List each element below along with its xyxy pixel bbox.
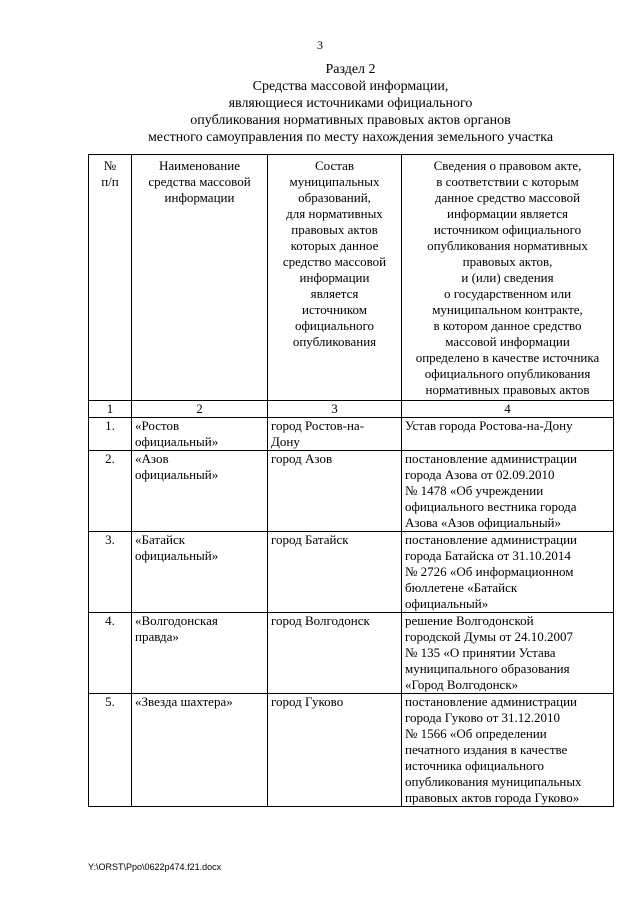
row-number: 4.	[89, 613, 132, 694]
header-number: № п/п	[89, 155, 132, 401]
media-name: «Волгодонская правда»	[132, 613, 268, 694]
header-media-name: Наименование средства массовой информации	[132, 155, 268, 401]
heading-line: опубликования нормативных правовых актов органов	[190, 113, 511, 128]
legal-act-info: Устав города Ростова-на-Дону	[402, 418, 614, 451]
table-row	[89, 451, 614, 532]
legal-act-info: постановление администрации города Батайска от 31.10.2014 № 2726 «Об информационном бюллетене «Батайск официальный»	[402, 532, 614, 613]
column-index: 4	[402, 401, 614, 418]
column-index: 3	[268, 401, 402, 418]
table-row	[89, 532, 614, 613]
row-number: 3.	[89, 532, 132, 613]
media-name: «Звезда шахтера»	[132, 694, 268, 807]
table-row	[89, 613, 614, 694]
municipality: город Волгодонск	[268, 613, 402, 694]
row-number: 5.	[89, 694, 132, 807]
media-name: «Ростов официальный»	[132, 418, 268, 451]
heading-line: Раздел 2	[325, 62, 376, 77]
row-number: 1.	[89, 418, 132, 451]
file-path-footer: Y:\ORST\Ppo\0622p474.f21.docx	[88, 862, 222, 872]
legal-act-info: постановление администрации города Азова от 02.09.2010 № 1478 «Об учреждении официального вестника города Азова «Азов официальный»	[402, 451, 614, 532]
section-heading	[88, 61, 613, 146]
column-index: 2	[132, 401, 268, 418]
row-number: 2.	[89, 451, 132, 532]
heading-line: являющиеся источниками официального	[228, 96, 473, 111]
municipality: город Ростов-на- Дону	[268, 418, 402, 451]
municipality: город Батайск	[268, 532, 402, 613]
header-legal-act: Сведения о правовом акте, в соответствии с которым данное средство массовой информации является источником официального опубликования нормативных правовых актов, и (или) сведения о государственном или муниципальном контракте, в котором данное средство массовой информации определено в качестве источника официального опубликования нормативных правовых актов	[402, 155, 614, 401]
legal-act-info: постановление администрации города Гуково от 31.12.2010 № 1566 «Об определении печатного издания в качестве источника официального опубликования муниципальных правовых актов города Гуково»	[402, 694, 614, 807]
municipality: город Гуково	[268, 694, 402, 807]
media-name: «Азов официальный»	[132, 451, 268, 532]
header-municipalities: Состав муниципальных образований, для нормативных правовых актов которых данное средство массовой информации является источником официального опубликования	[268, 155, 402, 401]
column-index: 1	[89, 401, 132, 418]
municipality: город Азов	[268, 451, 402, 532]
header-row	[89, 155, 614, 401]
heading-line: Средства массовой информации,	[252, 79, 449, 94]
column-index-row	[89, 401, 614, 418]
media-table	[88, 154, 614, 807]
media-name: «Батайск официальный»	[132, 532, 268, 613]
heading-line: местного самоуправления по месту нахождения земельного участка	[147, 130, 554, 145]
table-row	[89, 694, 614, 807]
table-row	[89, 418, 614, 451]
page-number: 3	[317, 38, 323, 52]
legal-act-info: решение Волгодонской городской Думы от 24.10.2007 № 135 «О принятии Устава муниципального образования «Город Волгодонск»	[402, 613, 614, 694]
